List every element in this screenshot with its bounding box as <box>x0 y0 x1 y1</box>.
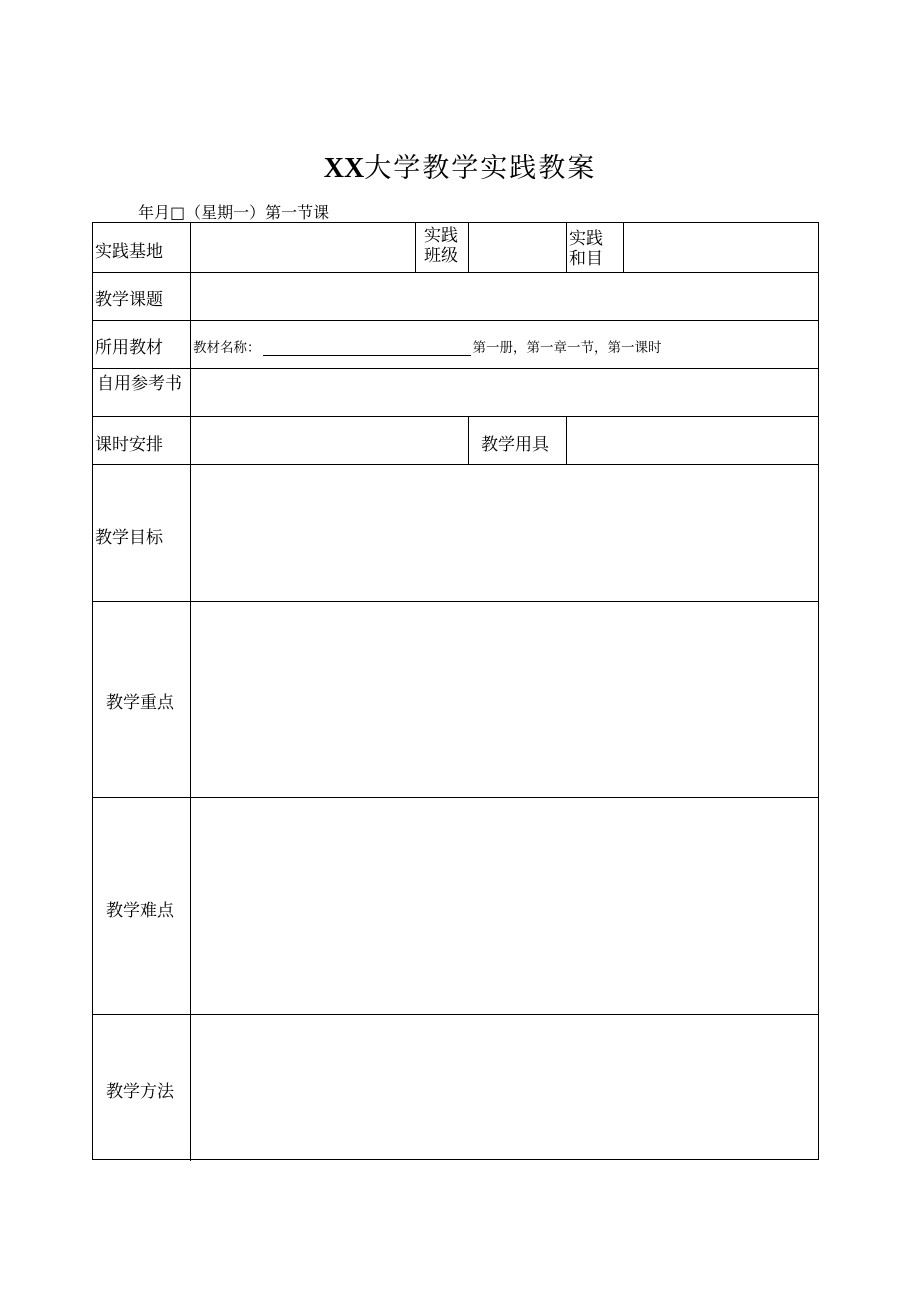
label-practice-base: 实践基地 <box>95 242 163 262</box>
textbook-detail <box>193 336 662 356</box>
label-practice-item: 实践 和目 <box>569 229 603 269</box>
cell-divider <box>623 223 624 272</box>
label-reference-books: 自用参考书 <box>97 374 182 394</box>
row-divider <box>93 601 818 602</box>
row-divider <box>93 368 818 369</box>
title-text: 大学教学实践教案 <box>364 153 597 184</box>
textbook-name-blank[interactable] <box>263 341 471 356</box>
lesson-plan-table <box>92 222 819 1160</box>
label-practice-class: 实践 班级 <box>424 226 458 266</box>
label-teaching-objectives: 教学目标 <box>95 528 163 548</box>
textbook-name-label: 教材名称： <box>193 340 261 356</box>
label-course-topic: 教学课题 <box>95 290 163 310</box>
label-class-hours: 课时安排 <box>95 435 163 455</box>
row-divider <box>93 272 818 273</box>
textbook-volume-text: 第一册，第一章一节，第一课时 <box>472 340 662 356</box>
label-textbook: 所用教材 <box>95 338 163 358</box>
title-prefix: XX <box>323 153 365 184</box>
label-difficult-points: 教学难点 <box>106 901 174 921</box>
row-divider <box>93 464 818 465</box>
cell-divider <box>415 223 416 272</box>
label-key-points: 教学重点 <box>106 693 174 713</box>
row-divider <box>93 1014 818 1015</box>
document-title <box>0 146 920 185</box>
row-divider <box>93 320 818 321</box>
label-teaching-methods: 教学方法 <box>106 1082 174 1102</box>
cell-divider <box>468 223 469 272</box>
date-line: 年月□（星期一）第一节课 <box>138 203 330 222</box>
label-column-divider <box>190 223 191 1161</box>
label-teaching-tools: 教学用具 <box>481 435 549 455</box>
cell-divider <box>566 416 567 464</box>
row-divider <box>93 416 818 417</box>
row-divider <box>93 797 818 798</box>
cell-divider <box>566 223 567 272</box>
cell-divider <box>468 416 469 464</box>
